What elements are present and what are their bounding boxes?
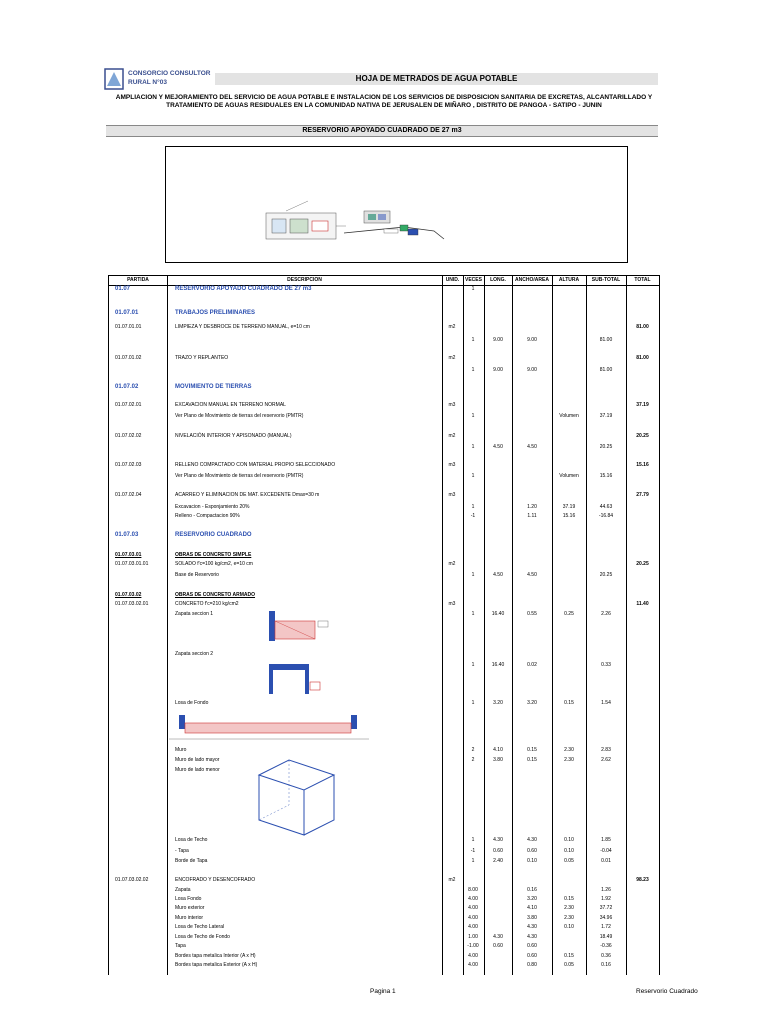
cell-veces: 4.00 bbox=[468, 953, 478, 959]
cell-desc: Losa de Techo bbox=[175, 837, 208, 843]
table-row bbox=[109, 756, 659, 765]
col-header-subtotal: SUB-TOTAL bbox=[586, 275, 626, 286]
cell-unid: m3 bbox=[448, 402, 456, 408]
cell-desc: EXCAVACION MANUAL EN TERRENO NORMAL bbox=[175, 402, 286, 408]
cell-ancho: 1.20 bbox=[527, 504, 537, 510]
cell-long: 16.40 bbox=[491, 611, 505, 617]
cell-veces: 1 bbox=[471, 572, 475, 578]
cell-partida: 01.07.02.03 bbox=[115, 462, 142, 468]
cell-veces: 4.00 bbox=[468, 915, 478, 921]
cell-desc: Muro interior bbox=[175, 915, 204, 921]
table-row bbox=[109, 323, 659, 332]
cell-veces: 8.00 bbox=[468, 887, 478, 893]
cell-alt: 0.25 bbox=[564, 611, 574, 617]
cell-ancho: 0.16 bbox=[527, 887, 537, 893]
cell-partida: 01.07.03 bbox=[115, 532, 139, 538]
table-row bbox=[109, 847, 659, 856]
cell-alt: 0.05 bbox=[564, 962, 574, 968]
cell-alt: 0.15 bbox=[564, 953, 574, 959]
cell-desc: Relleno - Compactacion 90% bbox=[175, 513, 240, 519]
cell-alt: 2.30 bbox=[564, 905, 574, 911]
cell-alt: 0.15 bbox=[564, 896, 574, 902]
cell-long: 4.10 bbox=[493, 747, 503, 753]
cell-unid: m3 bbox=[448, 601, 456, 607]
losa-fondo-drawing bbox=[169, 711, 379, 751]
cell-long: 4.50 bbox=[493, 444, 503, 450]
cell-desc: Losa de Fondo bbox=[175, 700, 209, 706]
table-row bbox=[109, 336, 659, 345]
cell-partida: 01.07.02.04 bbox=[115, 492, 142, 498]
cell-veces: -1 bbox=[470, 848, 476, 854]
col-header-partida: PARTIDA bbox=[109, 275, 167, 286]
cell-alt: 0.05 bbox=[564, 858, 574, 864]
cell-veces: 1.00 bbox=[468, 934, 478, 940]
cell-total: 11.40 bbox=[636, 601, 649, 607]
cell-long: 4.30 bbox=[493, 837, 503, 843]
table-row bbox=[109, 914, 659, 923]
table-row bbox=[109, 560, 659, 569]
cell-sub: 1.85 bbox=[601, 837, 611, 843]
zapata-section-1-drawing bbox=[254, 607, 334, 647]
cell-veces: 1 bbox=[471, 367, 475, 373]
cell-long: 4.50 bbox=[493, 572, 503, 578]
table-row bbox=[109, 933, 659, 942]
cell-veces: 2 bbox=[471, 747, 475, 753]
cell-sub: 2.83 bbox=[601, 747, 611, 753]
cell-partida: 01.07.03.02 bbox=[115, 592, 142, 598]
table-row bbox=[109, 886, 659, 895]
cell-unid: m2 bbox=[448, 355, 456, 361]
cell-sub: 20.25 bbox=[599, 444, 613, 450]
cell-ancho: 0.15 bbox=[527, 757, 537, 763]
cell-long: 3.20 bbox=[493, 700, 503, 706]
cell-desc: Muro de lado mayor bbox=[175, 757, 220, 763]
cell-sub: 0.16 bbox=[601, 962, 611, 968]
site-plan-drawing bbox=[165, 146, 628, 263]
cell-veces: 4.00 bbox=[468, 962, 478, 968]
logo-subname: RURAL N°03 bbox=[128, 79, 167, 86]
footer-page-number: Pagina 1 bbox=[370, 988, 396, 995]
cell-desc: Zapata seccion 2 bbox=[175, 651, 214, 657]
col-header-veces: VECES bbox=[463, 275, 484, 286]
cell-unid: m3 bbox=[448, 462, 456, 468]
table-row bbox=[109, 401, 659, 410]
cell-long: 9.00 bbox=[493, 367, 503, 373]
cell-desc: NIVELACIÓN INTERIOR Y APISONADO (MANUAL) bbox=[175, 433, 292, 439]
cell-long: 9.00 bbox=[493, 337, 503, 343]
cell-ancho: 9.00 bbox=[527, 337, 537, 343]
cell-sub: 1.92 bbox=[601, 896, 611, 902]
cell-unid: m2 bbox=[448, 433, 456, 439]
cell-ancho: 0.15 bbox=[527, 747, 537, 753]
cell-desc: Base de Reservorio bbox=[175, 572, 219, 578]
section-subtitle: RESERVORIO APOYADO CUADRADO DE 27 m3 bbox=[106, 125, 658, 137]
table-row bbox=[109, 610, 659, 619]
cell-alt: 0.10 bbox=[564, 837, 574, 843]
cell-partida: 01.07.03.02.02 bbox=[115, 877, 149, 883]
cell-alt: Volumen bbox=[559, 473, 579, 479]
table-row bbox=[109, 699, 659, 708]
cell-ancho: 0.10 bbox=[527, 858, 537, 864]
cell-sub: 2.26 bbox=[601, 611, 611, 617]
project-description: AMPLIACION Y MEJORAMIENTO DEL SERVICIO DE AGUA POTABLE E INSTALACION DE LOS SERVICIOS DE DISPOSICION SANITARIA DE EXCRETAS, ALCANTARILLADO Y TRATAMIENTO DE AGUAS RESIDUALES EN LA COMUNIDAD NATIVA DE JERUSALEN DE MIÑARO , DISTRITO DE PANGOA - SATIPO - JUNIN bbox=[115, 94, 653, 109]
table-row bbox=[109, 512, 659, 521]
cell-ancho: 3.20 bbox=[527, 896, 537, 902]
cell-desc: Losa de Techo de Fondo bbox=[175, 934, 230, 940]
cell-total: 81.00 bbox=[636, 324, 649, 330]
cell-veces: -1 bbox=[470, 513, 476, 519]
table-row bbox=[109, 836, 659, 845]
col-header-unid: UNID. bbox=[442, 275, 463, 286]
cell-veces: 1 bbox=[471, 504, 475, 510]
cell-desc: RESERVORIO APOYADO CUADRADO DE 27 m3 bbox=[175, 286, 312, 292]
table-row bbox=[109, 412, 659, 421]
table-row bbox=[109, 591, 659, 600]
cell-long: 2.40 bbox=[493, 858, 503, 864]
cell-veces: 1 bbox=[471, 662, 475, 668]
cell-unid: m2 bbox=[448, 561, 456, 567]
cell-unid: m3 bbox=[448, 492, 456, 498]
cell-desc: OBRAS DE CONCRETO ARMADO bbox=[175, 592, 256, 598]
cell-desc: Tapa bbox=[175, 943, 186, 949]
cell-long: 3.80 bbox=[493, 757, 503, 763]
cell-veces: 4.00 bbox=[468, 905, 478, 911]
cell-total: 37.19 bbox=[636, 402, 649, 408]
table-row bbox=[109, 952, 659, 961]
cell-veces: 1 bbox=[471, 444, 475, 450]
table-row bbox=[109, 491, 659, 500]
table-row bbox=[109, 895, 659, 904]
footer-sheet-name: Reservorio Cuadrado bbox=[636, 988, 698, 995]
table-row bbox=[109, 942, 659, 951]
cell-desc: - Tapa bbox=[175, 848, 189, 854]
table-row bbox=[109, 961, 659, 970]
cell-alt: 37.19 bbox=[562, 504, 576, 510]
metrados-table bbox=[108, 275, 660, 975]
cell-partida: 01.07.03.01 bbox=[115, 552, 142, 558]
cell-sub: 44.63 bbox=[599, 504, 613, 510]
table-row bbox=[109, 904, 659, 913]
cell-sub: 37.72 bbox=[599, 905, 613, 911]
cell-sub: 1.72 bbox=[601, 924, 611, 930]
table-row bbox=[109, 600, 659, 609]
table-row bbox=[109, 383, 659, 392]
table-row bbox=[109, 472, 659, 481]
cell-alt: 2.30 bbox=[564, 757, 574, 763]
cell-desc: TRABAJOS PRELIMINARES bbox=[175, 310, 256, 316]
cell-desc: LIMPIEZA Y DESBROCE DE TERRENO MANUAL, e=10 cm bbox=[175, 324, 310, 330]
col-header-ancho: ANCHO/AREA bbox=[512, 275, 552, 286]
cell-ancho: 9.00 bbox=[527, 367, 537, 373]
cell-long: 0.60 bbox=[493, 848, 503, 854]
cell-desc: Ver Plano de Movimiento de tierras del reservorio (PMTR) bbox=[175, 473, 304, 479]
table-row bbox=[109, 309, 659, 318]
cell-desc: ENCOFRADO Y DESENCOFRADO bbox=[175, 877, 256, 883]
logo-icon bbox=[104, 68, 124, 90]
cell-ancho: 4.10 bbox=[527, 905, 537, 911]
cell-total: 20.25 bbox=[636, 561, 649, 567]
table-row bbox=[109, 551, 659, 560]
cell-total: 81.00 bbox=[636, 355, 649, 361]
table-row bbox=[109, 366, 659, 375]
cell-veces: 1 bbox=[471, 473, 475, 479]
document-title: HOJA DE METRADOS DE AGUA POTABLE bbox=[215, 73, 658, 85]
cell-partida: 01.07.01.01 bbox=[115, 324, 142, 330]
site-plan-sketch bbox=[166, 147, 627, 262]
cell-veces: 1 bbox=[471, 611, 475, 617]
cell-desc: OBRAS DE CONCRETO SIMPLE bbox=[175, 552, 252, 558]
cell-partida: 01.07.01 bbox=[115, 310, 139, 316]
table-row bbox=[109, 571, 659, 580]
table-row bbox=[109, 443, 659, 452]
cell-partida: 01.07.02 bbox=[115, 384, 139, 390]
cell-ancho: 0.60 bbox=[527, 943, 537, 949]
cell-sub: 34.96 bbox=[599, 915, 613, 921]
cell-ancho: 0.80 bbox=[527, 962, 537, 968]
table-row bbox=[109, 432, 659, 441]
table-row bbox=[109, 354, 659, 363]
cell-desc: Losa de Techo Lateral bbox=[175, 924, 225, 930]
cell-desc: Muro bbox=[175, 747, 187, 753]
cell-veces: 1 bbox=[471, 286, 475, 292]
cell-alt: 2.30 bbox=[564, 747, 574, 753]
cell-alt: 15.16 bbox=[562, 513, 576, 519]
cell-desc: RESERVORIO CUADRADO bbox=[175, 532, 252, 538]
cell-long: 16.40 bbox=[491, 662, 505, 668]
company-logo bbox=[104, 68, 214, 92]
cell-sub: -16.84 bbox=[598, 513, 614, 519]
cell-desc: Excavacion - Esponjamiento 20% bbox=[175, 504, 250, 510]
cell-desc: Muro de lado menor bbox=[175, 767, 220, 773]
cell-veces: 4.00 bbox=[468, 896, 478, 902]
cell-ancho: 1.11 bbox=[527, 513, 537, 519]
cell-partida: 01.07 bbox=[115, 286, 131, 292]
table-row bbox=[109, 857, 659, 866]
cell-veces: 1 bbox=[471, 858, 475, 864]
cell-partida: 01.07.01.02 bbox=[115, 355, 142, 361]
cell-ancho: 0.60 bbox=[527, 953, 537, 959]
cell-desc: ACARREO Y ELIMINACION DE MAT. EXCEDENTE Dmax=30 m bbox=[175, 492, 320, 498]
cell-desc: Zapata seccion 1 bbox=[175, 611, 214, 617]
cell-long: 0.60 bbox=[493, 943, 503, 949]
table-row bbox=[109, 461, 659, 470]
cell-total: 27.79 bbox=[636, 492, 649, 498]
col-header-altura: ALTURA bbox=[552, 275, 586, 286]
muro-isometric-drawing bbox=[249, 755, 339, 840]
cell-total: 15.16 bbox=[636, 462, 649, 468]
cell-sub: 81.00 bbox=[599, 367, 613, 373]
cell-sub: 20.25 bbox=[599, 572, 613, 578]
cell-desc: CONCRETO f'c=210 kg/cm2 bbox=[175, 601, 239, 607]
cell-desc: Bordes tapa metalica Exterior (A x H) bbox=[175, 962, 258, 968]
cell-sub: 1.54 bbox=[601, 700, 611, 706]
cell-sub: 1.26 bbox=[601, 887, 611, 893]
cell-total: 98.23 bbox=[636, 877, 649, 883]
cell-desc: MOVIMIENTO DE TIERRAS bbox=[175, 384, 252, 390]
cell-veces: 1 bbox=[471, 837, 475, 843]
cell-desc: Zapata bbox=[175, 887, 191, 893]
cell-ancho: 4.30 bbox=[527, 924, 537, 930]
cell-ancho: 4.50 bbox=[527, 572, 537, 578]
cell-sub: 15.16 bbox=[599, 473, 613, 479]
cell-veces: -1.00 bbox=[467, 943, 479, 949]
cell-veces: 2 bbox=[471, 757, 475, 763]
cell-desc: Ver Plano de Movimiento de tierras del reservorio (PMTR) bbox=[175, 413, 304, 419]
cell-sub: 0.33 bbox=[601, 662, 611, 668]
cell-desc: Losa Fondo bbox=[175, 896, 202, 902]
cell-veces: 1 bbox=[471, 337, 475, 343]
cell-ancho: 3.80 bbox=[527, 915, 537, 921]
cell-partida: 01.07.03.02.01 bbox=[115, 601, 149, 607]
cell-desc: Borde de Tapa bbox=[175, 858, 208, 864]
table-row bbox=[109, 285, 659, 294]
cell-long: 4.30 bbox=[493, 934, 503, 940]
cell-alt: 0.10 bbox=[564, 924, 574, 930]
cell-alt: 0.15 bbox=[564, 700, 574, 706]
col-header-total: TOTAL bbox=[626, 275, 659, 286]
table-row bbox=[109, 766, 659, 775]
logo-name: CONSORCIO CONSULTOR bbox=[128, 70, 211, 77]
cell-ancho: 0.02 bbox=[527, 662, 537, 668]
cell-sub: 18.49 bbox=[599, 934, 613, 940]
cell-desc: RELLENO COMPACTADO CON MATERIAL PROPIO SELECCIONADO bbox=[175, 462, 336, 468]
zapata-section-2-drawing bbox=[254, 662, 334, 702]
cell-ancho: 0.60 bbox=[527, 848, 537, 854]
cell-unid: m2 bbox=[448, 877, 456, 883]
cell-desc: SOLADO f'c=100 kg/cm2, e=10 cm bbox=[175, 561, 253, 567]
cell-sub: 0.36 bbox=[601, 953, 611, 959]
cell-ancho: 4.30 bbox=[527, 837, 537, 843]
cell-partida: 01.07.02.01 bbox=[115, 402, 142, 408]
col-header-descripcion: DESCRIPCION bbox=[167, 275, 442, 286]
table-row bbox=[109, 876, 659, 885]
cell-desc: Muro exterior bbox=[175, 905, 205, 911]
cell-partida: 01.07.03.01.01 bbox=[115, 561, 149, 567]
cell-total: 20.25 bbox=[636, 433, 649, 439]
cell-veces: 1 bbox=[471, 700, 475, 706]
table-row bbox=[109, 503, 659, 512]
cell-ancho: 3.20 bbox=[527, 700, 537, 706]
cell-alt: 2.30 bbox=[564, 915, 574, 921]
table-row bbox=[109, 923, 659, 932]
cell-veces: 4.00 bbox=[468, 924, 478, 930]
cell-sub: 0.01 bbox=[601, 858, 611, 864]
cell-sub: -0.36 bbox=[600, 943, 612, 949]
table-row bbox=[109, 650, 659, 659]
cell-partida: 01.07.02.02 bbox=[115, 433, 142, 439]
cell-sub: 2.62 bbox=[601, 757, 611, 763]
cell-veces: 1 bbox=[471, 413, 475, 419]
cell-alt: 0.10 bbox=[564, 848, 574, 854]
col-header-long: LONG. bbox=[484, 275, 512, 286]
cell-desc: Bordes tapa metalica Interior (A x H) bbox=[175, 953, 256, 959]
cell-sub: 81.00 bbox=[599, 337, 613, 343]
cell-unid: m2 bbox=[448, 324, 456, 330]
cell-alt: Volumen bbox=[559, 413, 579, 419]
table-row bbox=[109, 531, 659, 540]
table-row bbox=[109, 661, 659, 670]
cell-sub: 37.19 bbox=[599, 413, 613, 419]
cell-desc: TRAZO Y REPLANTEO bbox=[175, 355, 229, 361]
cell-ancho: 0.55 bbox=[527, 611, 537, 617]
cell-sub: -0.04 bbox=[600, 848, 612, 854]
cell-ancho: 4.50 bbox=[527, 444, 537, 450]
cell-ancho: 4.30 bbox=[527, 934, 537, 940]
